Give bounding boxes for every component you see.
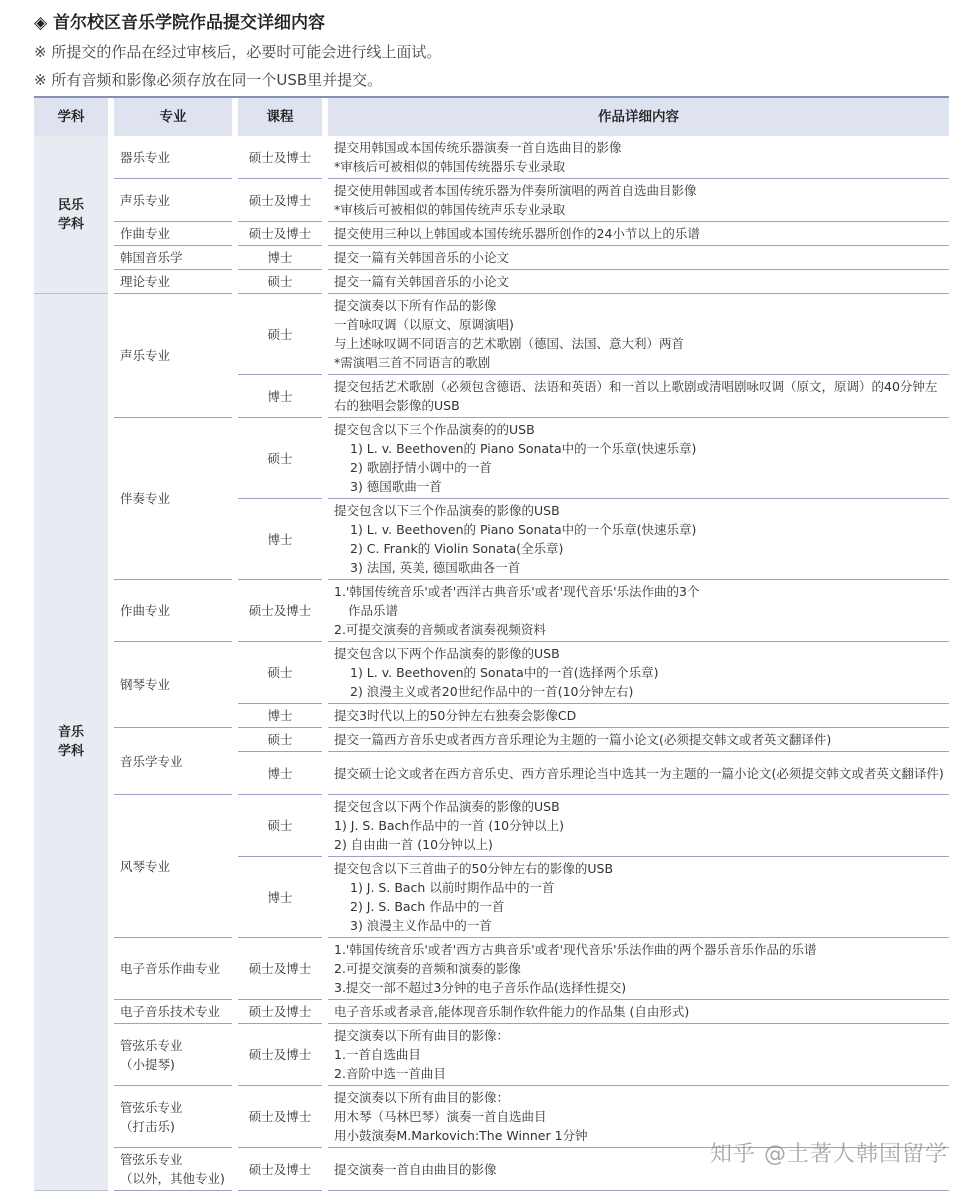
table-row: [34, 1000, 949, 1024]
major-cell: 电子音乐技术专业: [114, 1000, 232, 1024]
detail-cell: 1.'韩国传统音乐'或者'西洋古典音乐'或者'现代音乐'乐法作曲的3个 作品乐谱 2.可提交演奏的音频或者演奏视频资料: [328, 580, 949, 642]
detail-cell: 1.'韩国传统音乐'或者'西方古典音乐'或者'现代音乐'乐法作曲的两个器乐音乐作品的乐谱 2.可提交演奏的音频和演奏的影像 3.提交一部不超过3分钟的电子音乐作品(选择性提交): [328, 938, 949, 1000]
course-cell: 硕士及博士: [238, 179, 322, 222]
table-row: [34, 580, 949, 642]
course-cell: 博士: [238, 857, 322, 938]
major-cell: 声乐专业: [114, 294, 232, 418]
header-detail: 作品详细内容: [328, 96, 949, 136]
detail-cell: 提交一篇西方音乐史或者西方音乐理论为主题的一篇小论文(必须提交韩文或者英文翻译件): [328, 728, 949, 752]
major-cell: 电子音乐作曲专业: [114, 938, 232, 1000]
detail-cell: 提交演奏以下所有作品的影像 一首咏叹调（以原文、原调演唱) 与上述咏叹调不同语言的艺术歌剧（德国、法国、意大利）两首 *需演唱三首不同语言的歌剧: [328, 294, 949, 375]
detail-cell: 提交演奏以下所有曲目的影像： 用木琴（马林巴琴）演奏一首自选曲目 用小鼓演奏M.Markovich:The Winner 1分钟: [328, 1086, 949, 1148]
detail-cell: 提交包含以下两个作品演奏的影像的USB 1) J. S. Bach作品中的一首 (10分钟以上) 2) 自由曲一首 (10分钟以上): [328, 795, 949, 857]
detail-cell: 电子音乐或者录音,能体现音乐制作软件能力的作品集 (自由形式): [328, 1000, 949, 1024]
detail-cell: 提交包含以下两个作品演奏的影像的USB 1) L. v. Beethoven的 Sonata中的一首(选择两个乐章) 2) 浪漫主义或者20世纪作品中的一首(10分钟左右): [328, 642, 949, 704]
course-cell: 博士: [238, 246, 322, 270]
major-cell: 风琴专业: [114, 795, 232, 938]
table-row: [34, 418, 949, 499]
major-cell: 音乐学专业: [114, 728, 232, 795]
table-row: [34, 294, 949, 375]
major-cell: 器乐专业: [114, 136, 232, 179]
course-cell: 硕士及博士: [238, 580, 322, 642]
course-cell: 硕士: [238, 795, 322, 857]
detail-cell: 提交一篇有关韩国音乐的小论文: [328, 270, 949, 294]
note-line: ※ 所有音频和影像必须存放在同一个USB里并提交。: [34, 71, 383, 89]
major-cell: 作曲专业: [114, 222, 232, 246]
table-row: [34, 179, 949, 222]
course-cell: 硕士及博士: [238, 136, 322, 179]
major-cell: 作曲专业: [114, 580, 232, 642]
course-cell: 硕士及博士: [238, 938, 322, 1000]
detail-cell: 提交包含以下三首曲子的50分钟左右的影像的USB 1) J. S. Bach 以前时期作品中的一首 2) J. S. Bach 作品中的一首 3) 浪漫主义作品中的一首: [328, 857, 949, 938]
major-cell: 伴奏专业: [114, 418, 232, 580]
detail-cell: 提交包含以下三个作品演奏的的USB 1) L. v. Beethoven的 Piano Sonata中的一个乐章(快速乐章) 2) 歌剧抒情小调中的一首 3) 德国歌曲一首: [328, 418, 949, 499]
detail-cell: 提交包含以下三个作品演奏的影像的USB 1) L. v. Beethoven的 Piano Sonata中的一个乐章(快速乐章) 2) C. Frank的 Violin Sonata(全乐章) 3) 法国, 英美, 德国歌曲各一首: [328, 499, 949, 580]
table-row: [34, 938, 949, 1000]
table-row: [34, 222, 949, 246]
detail-cell: 提交3时代以上的50分钟左右独奏会影像CD: [328, 704, 949, 728]
major-cell: 管弦乐专业 （以外，其他专业): [114, 1148, 232, 1191]
page-title: ◈ 首尔校区音乐学院作品提交详细内容: [34, 13, 325, 33]
detail-cell: 提交包括艺术歌剧（必须包含德语、法语和英语）和一首以上歌剧或清唱剧咏叹调（原文，原调）的40分钟左右的独唱会影像的USB: [328, 375, 949, 418]
dept-cell: 民乐 学科: [34, 136, 108, 294]
major-cell: 声乐专业: [114, 179, 232, 222]
header-major: 专业: [114, 96, 232, 136]
major-cell: 韩国音乐学: [114, 246, 232, 270]
course-cell: 硕士: [238, 294, 322, 375]
course-cell: 博士: [238, 752, 322, 795]
table-header-row: [34, 96, 949, 136]
course-cell: 硕士及博士: [238, 1024, 322, 1086]
course-cell: 硕士及博士: [238, 222, 322, 246]
major-cell: 钢琴专业: [114, 642, 232, 728]
detail-cell: 提交演奏以下所有曲目的影像： 1.一首自选曲目 2.音阶中选一首曲目: [328, 1024, 949, 1086]
course-cell: 博士: [238, 375, 322, 418]
dept-cell: 音乐 学科: [34, 294, 108, 1191]
submission-table: [34, 96, 949, 1191]
course-cell: 硕士: [238, 728, 322, 752]
table-row: [34, 728, 949, 752]
course-cell: 博士: [238, 499, 322, 580]
course-cell: 硕士: [238, 418, 322, 499]
course-cell: 硕士: [238, 270, 322, 294]
header-course: 课程: [238, 96, 322, 136]
table-row: [34, 270, 949, 294]
detail-cell: 提交使用韩国或者本国传统乐器为伴奏所演唱的两首自选曲目影像 *审核后可被相似的韩国传统声乐专业录取: [328, 179, 949, 222]
table-row: [34, 1024, 949, 1086]
detail-cell: 提交一篇有关韩国音乐的小论文: [328, 246, 949, 270]
major-cell: 管弦乐专业 （打击乐): [114, 1086, 232, 1148]
detail-cell: 提交用韩国或本国传统乐器演奏一首自选曲目的影像 *审核后可被相似的韩国传统器乐专业录取: [328, 136, 949, 179]
table-row: [34, 136, 949, 179]
course-cell: 硕士及博士: [238, 1086, 322, 1148]
table-row: [34, 246, 949, 270]
major-cell: 理论专业: [114, 270, 232, 294]
table-row: [34, 642, 949, 704]
course-cell: 硕士及博士: [238, 1148, 322, 1191]
detail-cell: 提交演奏一首自由曲目的影像: [328, 1148, 949, 1191]
watermark: 知乎 @土著人韩国留学: [710, 1142, 948, 1167]
major-cell: 管弦乐专业 （小提琴): [114, 1024, 232, 1086]
detail-cell: 提交使用三种以上韩国或本国传统乐器所创作的24小节以上的乐谱: [328, 222, 949, 246]
course-cell: 硕士: [238, 642, 322, 704]
header-dept: 学科: [34, 96, 108, 136]
course-cell: 硕士及博士: [238, 1000, 322, 1024]
table-row: [34, 795, 949, 857]
detail-cell: 提交硕士论文或者在西方音乐史、西方音乐理论当中选其一为主题的一篇小论文(必须提交韩文或者英文翻译件): [328, 752, 949, 795]
note-line: ※ 所提交的作品在经过审核后，必要时可能会进行线上面试。: [34, 43, 442, 61]
course-cell: 博士: [238, 704, 322, 728]
